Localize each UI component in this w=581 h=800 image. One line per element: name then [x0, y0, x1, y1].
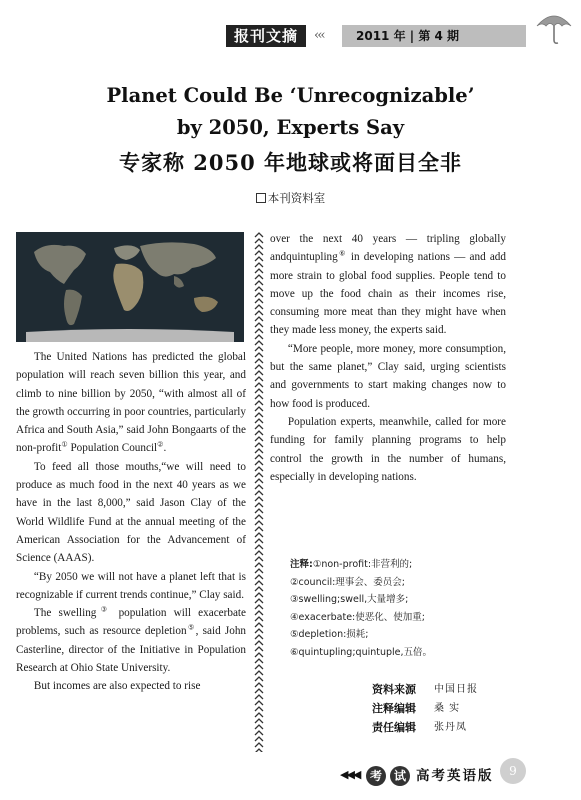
chevrons-icon: ‹‹‹: [314, 28, 324, 43]
column-divider: [254, 232, 264, 752]
vocabulary-notes: [290, 556, 510, 661]
paragraph-6: over the next 40 years — tripling globally andquintupling⑥ in developing nations — and add more strain to global food supplies. People tend to move up the food chain as their incomes rise, consuming more meat than they might have when they made less money, the experts said.: [270, 233, 506, 337]
umbrella-icon: [533, 4, 575, 46]
right-column: [270, 230, 506, 486]
article-title-chinese: 专家称 2050 年地球或将面目全非: [118, 150, 463, 175]
magazine-logo: 报刊文摘: [226, 25, 306, 47]
title-line-1: Planet Could Be ‘Unrecognizable’: [106, 84, 475, 107]
byline: [0, 190, 581, 206]
paragraph-1: The United Nations has predicted the global population will reach seven billion this year, and climb to nine billion by 2050, “with almost all of the growth occurring in poor countries, particularly Africa and South Asia,” said John Bongaarts of the non-profit① Population Council②.: [16, 351, 246, 455]
credits: [372, 680, 522, 737]
notes-label: 注释:: [290, 559, 313, 570]
square-icon: [256, 193, 266, 203]
left-column: [16, 348, 246, 696]
paragraph-4: The swelling③ population will exacerbate problems, such as resource depletion⑤, said John Casterline, director of the Initiative in Population Research at Ohio State University.: [16, 605, 247, 675]
note-1: 注释:①non-profit:非营利的;: [290, 559, 413, 570]
title-line-2: by 2050, Experts Say: [176, 116, 405, 139]
world-map-image: [16, 232, 244, 342]
triple-arrow-icon: ◀◀◀: [340, 768, 360, 781]
byline-text: 本刊资料室: [267, 191, 326, 205]
footer-edition: 高考英语版: [416, 768, 494, 784]
header-bar: [226, 25, 526, 47]
credit-editor: 责任编辑 张丹凤: [372, 721, 467, 734]
credit-source: 资料来源 中国日报: [372, 683, 478, 696]
note-2: ②council:理事会、委员会;: [290, 576, 405, 588]
page-number: 9: [500, 758, 526, 784]
note-4: ④exacerbate:使恶化、使加重;: [290, 611, 425, 623]
paragraph-5: But incomes are also expected to rise: [33, 680, 201, 693]
footer-badge-2: 试: [390, 766, 410, 786]
note-3: ③swelling;swell,大量增多;: [290, 594, 409, 605]
paragraph-7: “More people, more money, more consumption, but the same planet,” Clay said, urging scientists and governments to start making changes now to how food is produced.: [270, 342, 506, 410]
footer-badge-1: 考: [366, 766, 386, 786]
issue-label: 2011 年 | 第 4 期: [342, 25, 526, 47]
paragraph-2: To feed all those mouths,“we will need to produce as much food in the next 40 years as we have in the last 8,000,” said Jason Clay of the World Wildlife Fund at the annual meeting of the American Association for the Advancement of Science (AAAS).: [16, 460, 246, 565]
credit-annotator: 注释编辑 桑 实: [372, 702, 461, 715]
note-6: ⑥quintupling;quintuple,五倍。: [290, 646, 433, 658]
paragraph-8: Population experts, meanwhile, called for more funding for family planning programs to help control the growth in the number of humans, especially in developing nations.: [270, 415, 506, 483]
article-title-english: [0, 80, 581, 144]
note-5: ⑤depletion:损耗;: [290, 629, 369, 640]
paragraph-3: “By 2050 we will not have a planet left that is recognizable if current trends continue,” Clay said.: [16, 570, 246, 601]
